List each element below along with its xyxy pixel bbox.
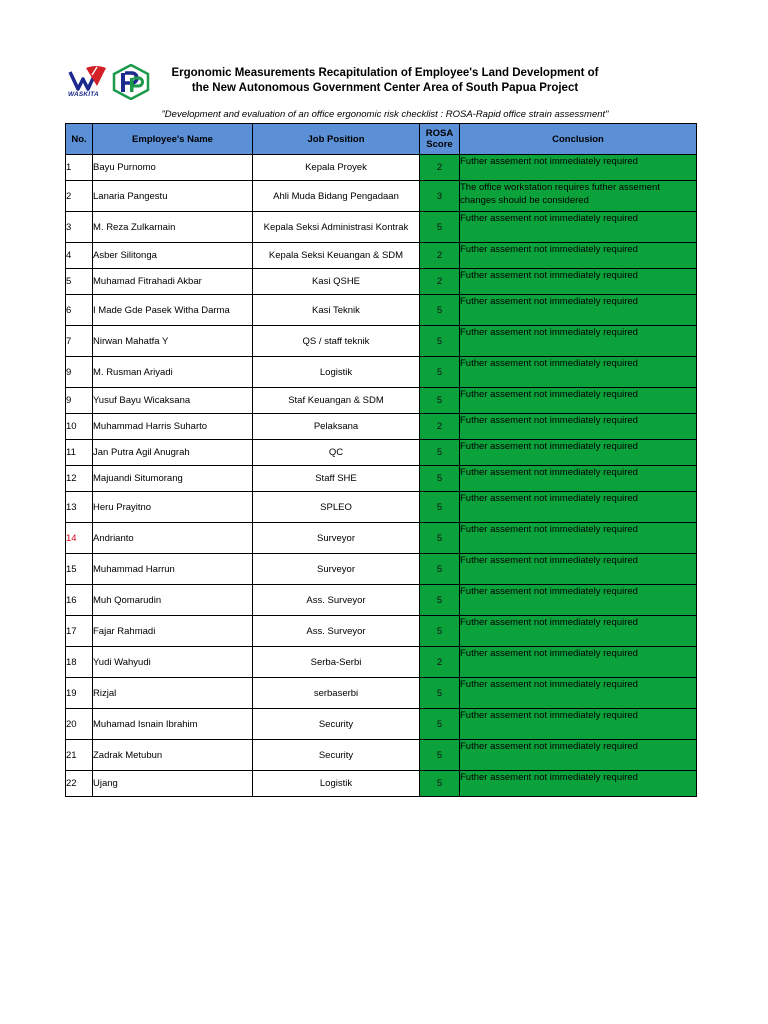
table-row xyxy=(66,616,697,647)
employee-name: Muhammad Harris Suharto xyxy=(93,414,253,440)
conclusion-text: Futher assement not immediately required xyxy=(460,616,697,647)
conclusion-text: Futher assement not immediately required xyxy=(460,388,697,414)
employee-name: Muh Qomarudin xyxy=(93,585,253,616)
conclusion-text: Futher assement not immediately required xyxy=(460,709,697,740)
table-row xyxy=(66,414,697,440)
employee-name: Fajar Rahmadi xyxy=(93,616,253,647)
logo-group xyxy=(66,62,152,102)
row-number: 10 xyxy=(66,414,93,440)
job-position: Kasi Teknik xyxy=(253,295,420,326)
column-header-no: No. xyxy=(66,124,93,155)
row-number: 3 xyxy=(66,212,93,243)
row-number: 19 xyxy=(66,678,93,709)
table-row xyxy=(66,523,697,554)
conclusion-text: Futher assement not immediately required xyxy=(460,414,697,440)
conclusion-text: Futher assement not immediately required xyxy=(460,357,697,388)
row-number: 21 xyxy=(66,740,93,771)
employee-name: Heru Prayitno xyxy=(93,492,253,523)
table-row xyxy=(66,357,697,388)
table-row xyxy=(66,492,697,523)
conclusion-text: Futher assement not immediately required xyxy=(460,647,697,678)
document-title-line-1: Ergonomic Measurements Recapitulation of Employee's Land Development of xyxy=(171,67,599,79)
row-number: 5 xyxy=(66,269,93,295)
employee-name: Zadrak Metubun xyxy=(93,740,253,771)
row-number: 2 xyxy=(66,181,93,212)
conclusion-text: Futher assement not immediately required xyxy=(460,326,697,357)
table-row xyxy=(66,585,697,616)
job-position: Ahli Muda Bidang Pengadaan xyxy=(253,181,420,212)
rosa-score: 5 xyxy=(420,212,460,243)
employee-name: Ujang xyxy=(93,771,253,797)
table-row xyxy=(66,181,697,212)
rosa-score: 5 xyxy=(420,357,460,388)
table-row xyxy=(66,709,697,740)
table-row xyxy=(66,243,697,269)
conclusion-text: Futher assement not immediately required xyxy=(460,295,697,326)
job-position: Staff SHE xyxy=(253,466,420,492)
conclusion-text: The office workstation requires futher assement changes should be considered xyxy=(460,181,697,212)
column-header-conclusion: Conclusion xyxy=(460,124,697,155)
pp-logo xyxy=(112,64,150,100)
job-position: Kepala Seksi Administrasi Kontrak xyxy=(253,212,420,243)
job-position: Kepala Proyek xyxy=(253,155,420,181)
job-position: Serba-Serbi xyxy=(253,647,420,678)
ergonomic-results-table xyxy=(65,123,697,797)
employee-name: Yusuf Bayu Wicaksana xyxy=(93,388,253,414)
employee-name: Yudi Wahyudi xyxy=(93,647,253,678)
conclusion-text: Futher assement not immediately required xyxy=(460,523,697,554)
conclusion-text: Futher assement not immediately required xyxy=(460,740,697,771)
employee-name: Muhammad Harrun xyxy=(93,554,253,585)
job-position: Staf Keuangan & SDM xyxy=(253,388,420,414)
conclusion-text: Futher assement not immediately required xyxy=(460,466,697,492)
job-position: SPLEO xyxy=(253,492,420,523)
column-header-position: Job Position xyxy=(253,124,420,155)
column-header-name: Employee's Name xyxy=(93,124,253,155)
row-number: 11 xyxy=(66,440,93,466)
rosa-header-line-1: ROSA xyxy=(425,128,454,139)
job-position: Ass. Surveyor xyxy=(253,616,420,647)
conclusion-text: Futher assement not immediately required xyxy=(460,269,697,295)
document-title-line-2: the New Autonomous Government Center Area of South Papua Project xyxy=(191,82,579,94)
job-position: serbaserbi xyxy=(253,678,420,709)
rosa-score: 2 xyxy=(420,155,460,181)
employee-name: Majuandi Situmorang xyxy=(93,466,253,492)
job-position: QS / staff teknik xyxy=(253,326,420,357)
rosa-score: 5 xyxy=(420,740,460,771)
row-number: 7 xyxy=(66,326,93,357)
table-row xyxy=(66,554,697,585)
job-position: QC xyxy=(253,440,420,466)
row-number: 6 xyxy=(66,295,93,326)
rosa-score: 5 xyxy=(420,616,460,647)
row-number: 13 xyxy=(66,492,93,523)
row-number: 14 xyxy=(66,523,93,554)
row-number: 4 xyxy=(66,243,93,269)
rosa-header-line-2: Score xyxy=(426,139,453,150)
employee-name: Nirwan Mahatfa Y xyxy=(93,326,253,357)
table-row xyxy=(66,678,697,709)
employee-name: Lanaria Pangestu xyxy=(93,181,253,212)
job-position: Surveyor xyxy=(253,554,420,585)
table-row xyxy=(66,647,697,678)
row-number: 9 xyxy=(66,357,93,388)
job-position: Security xyxy=(253,709,420,740)
employee-name: Muhamad Fitrahadi Akbar xyxy=(93,269,253,295)
conclusion-text: Futher assement not immediately required xyxy=(460,440,697,466)
row-number: 9 xyxy=(66,388,93,414)
rosa-score: 5 xyxy=(420,678,460,709)
row-number: 22 xyxy=(66,771,93,797)
rosa-score: 5 xyxy=(420,709,460,740)
table-row xyxy=(66,295,697,326)
conclusion-text: Futher assement not immediately required xyxy=(460,554,697,585)
job-position: Ass. Surveyor xyxy=(253,585,420,616)
employee-name: I Made Gde Pasek Witha Darma xyxy=(93,295,253,326)
rosa-score: 5 xyxy=(420,523,460,554)
rosa-score: 5 xyxy=(420,388,460,414)
row-number: 15 xyxy=(66,554,93,585)
row-number: 18 xyxy=(66,647,93,678)
rosa-score: 2 xyxy=(420,269,460,295)
employee-name: Bayu Purnomo xyxy=(93,155,253,181)
table-row xyxy=(66,388,697,414)
table-row xyxy=(66,771,697,797)
job-position: Surveyor xyxy=(253,523,420,554)
document-subtitle: "Development and evaluation of an office ergonomic risk checklist : ROSA-Rapid office strain assessment" xyxy=(161,109,609,120)
conclusion-text: Futher assement not immediately required xyxy=(460,492,697,523)
conclusion-text: Futher assement not immediately required xyxy=(460,771,697,797)
employee-name: M. Rusman Ariyadi xyxy=(93,357,253,388)
employee-name: Rizjal xyxy=(93,678,253,709)
rosa-score: 5 xyxy=(420,326,460,357)
rosa-score: 2 xyxy=(420,647,460,678)
rosa-score: 5 xyxy=(420,492,460,523)
column-header-rosa-score xyxy=(420,124,460,155)
job-position: Logistik xyxy=(253,357,420,388)
row-number: 17 xyxy=(66,616,93,647)
waskita-logo-text: WASKITA xyxy=(68,91,99,98)
rosa-score: 5 xyxy=(420,440,460,466)
rosa-score: 5 xyxy=(420,771,460,797)
employee-name: Andrianto xyxy=(93,523,253,554)
conclusion-text: Futher assement not immediately required xyxy=(460,243,697,269)
rosa-score: 2 xyxy=(420,243,460,269)
employee-name: Asber Silitonga xyxy=(93,243,253,269)
job-position: Pelaksana xyxy=(253,414,420,440)
conclusion-text: Futher assement not immediately required xyxy=(460,678,697,709)
table-row xyxy=(66,155,697,181)
rosa-score: 5 xyxy=(420,295,460,326)
table-row xyxy=(66,740,697,771)
job-position: Logistik xyxy=(253,771,420,797)
table-row xyxy=(66,466,697,492)
conclusion-text: Futher assement not immediately required xyxy=(460,585,697,616)
job-position: Kasi QSHE xyxy=(253,269,420,295)
employee-name: Jan Putra Agil Anugrah xyxy=(93,440,253,466)
table-body xyxy=(66,155,697,797)
row-number: 16 xyxy=(66,585,93,616)
row-number: 1 xyxy=(66,155,93,181)
rosa-score: 3 xyxy=(420,181,460,212)
job-position: Kepala Seksi Keuangan & SDM xyxy=(253,243,420,269)
rosa-score: 5 xyxy=(420,554,460,585)
table-row xyxy=(66,269,697,295)
table-row xyxy=(66,326,697,357)
rosa-score: 5 xyxy=(420,466,460,492)
table-row xyxy=(66,440,697,466)
conclusion-text: Futher assement not immediately required xyxy=(460,212,697,243)
table-header-row xyxy=(66,124,697,155)
row-number: 20 xyxy=(66,709,93,740)
row-number: 12 xyxy=(66,466,93,492)
employee-name: Muhamad Isnain Ibrahim xyxy=(93,709,253,740)
rosa-score: 2 xyxy=(420,414,460,440)
table-row xyxy=(66,212,697,243)
employee-name: M. Reza Zulkarnain xyxy=(93,212,253,243)
conclusion-text: Futher assement not immediately required xyxy=(460,155,697,181)
rosa-score: 5 xyxy=(420,585,460,616)
job-position: Security xyxy=(253,740,420,771)
